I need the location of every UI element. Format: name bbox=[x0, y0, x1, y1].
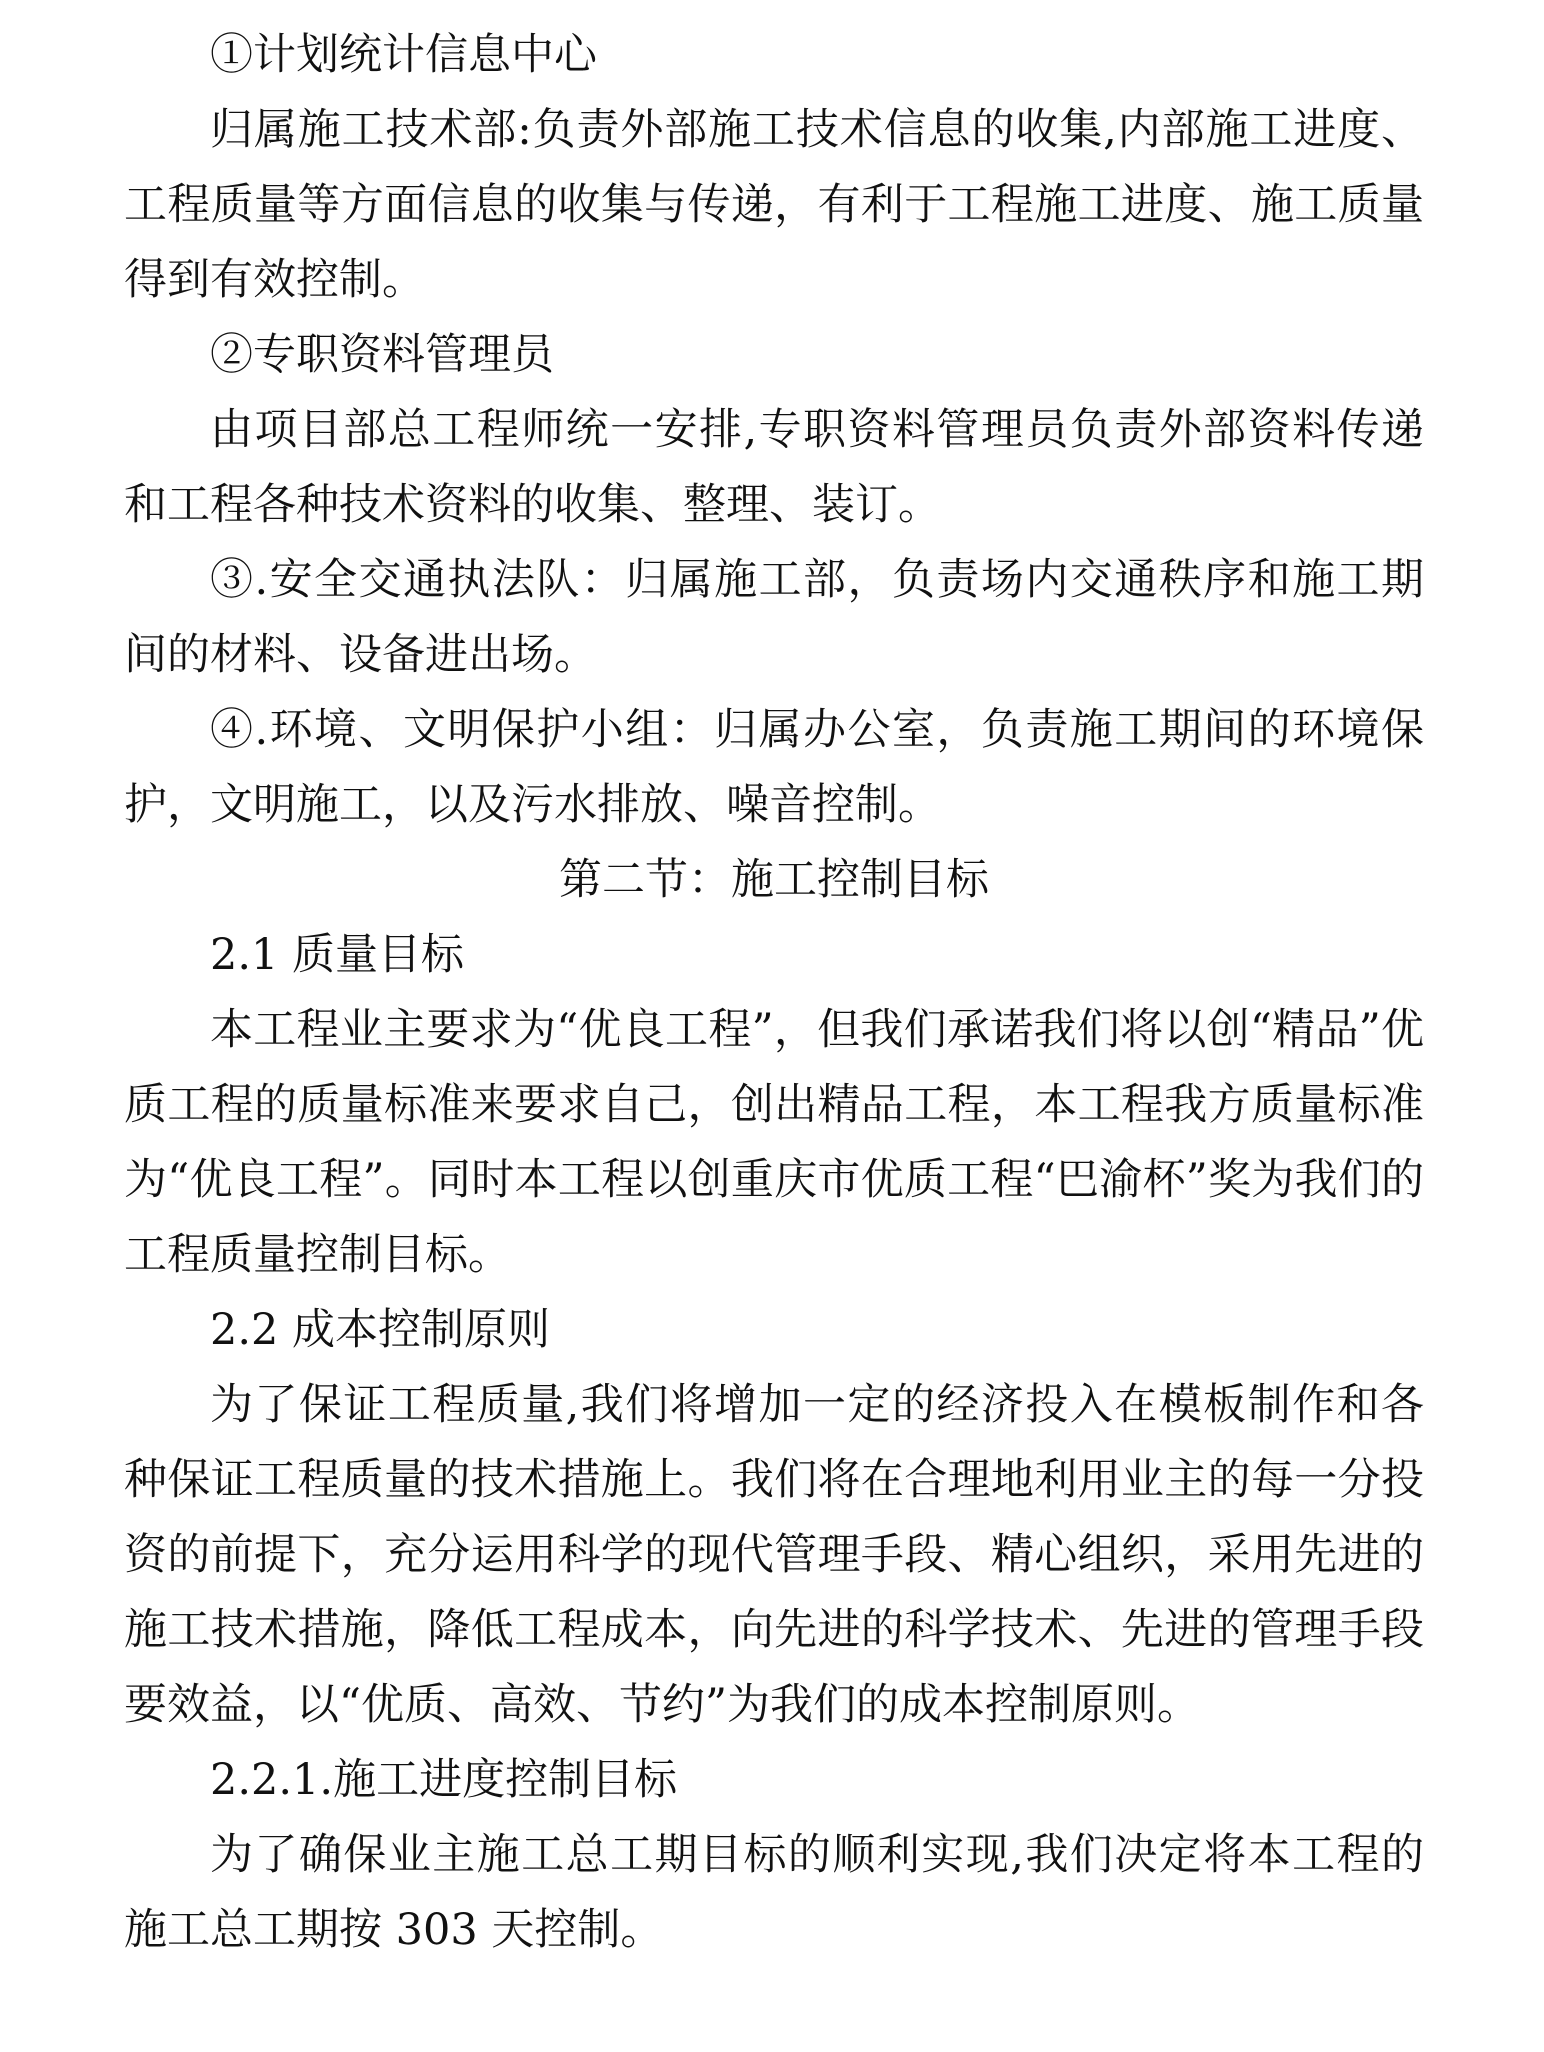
paragraph-records-clerk: 由项目部总工程师统一安排,专职资料管理员负责外部资料传递和工程各种技术资料的收集、整理、装订。 bbox=[124, 405, 1424, 530]
paragraph-planning-center: 归属施工技术部:负责外部施工技术信息的收集,内部施工进度、工程质量等方面信息的收集与传递，有利于工程施工进度、施工质量得到有效控制。 bbox=[124, 105, 1424, 305]
subheading-quality-goal: 2.1 质量目标 bbox=[210, 930, 465, 980]
subheading-planning-center: ①计划统计信息中心 bbox=[210, 30, 597, 80]
subheading-schedule-goal: 2.2.1.施工进度控制目标 bbox=[210, 1755, 678, 1805]
paragraph-schedule-goal: 为了确保业主施工总工期目标的顺利实现,我们决定将本工程的施工总工期按 303 天控制。 bbox=[124, 1830, 1424, 1955]
subheading-cost-control: 2.2 成本控制原则 bbox=[210, 1305, 551, 1355]
document-page bbox=[124, 18, 1424, 1968]
section-heading: 第二节：施工控制目标 bbox=[559, 855, 989, 905]
paragraph-environment-team: ④.环境、文明保护小组：归属办公室，负责施工期间的环境保护，文明施工，以及污水排放、噪音控制。 bbox=[124, 705, 1424, 830]
paragraph-cost-control: 为了保证工程质量,我们将增加一定的经济投入在模板制作和各种保证工程质量的技术措施上。我们将在合理地利用业主的每一分投资的前提下，充分运用科学的现代管理手段、精心组织，采用先进的施工技术措施，降低工程成本，向先进的科学技术、先进的管理手段要效益，以“优质、高效、节约”为我们的成本控制原则。 bbox=[124, 1380, 1424, 1730]
paragraph-quality-goal: 本工程业主要求为“优良工程”，但我们承诺我们将以创“精品”优质工程的质量标准来要求自己，创出精品工程，本工程我方质量标准为“优良工程”。同时本工程以创重庆市优质工程“巴渝杯”奖为我们的工程质量控制目标。 bbox=[124, 1005, 1424, 1280]
paragraph-traffic-team: ③.安全交通执法队：归属施工部，负责场内交通秩序和施工期间的材料、设备进出场。 bbox=[124, 555, 1424, 680]
subheading-records-clerk: ②专职资料管理员 bbox=[210, 330, 554, 380]
